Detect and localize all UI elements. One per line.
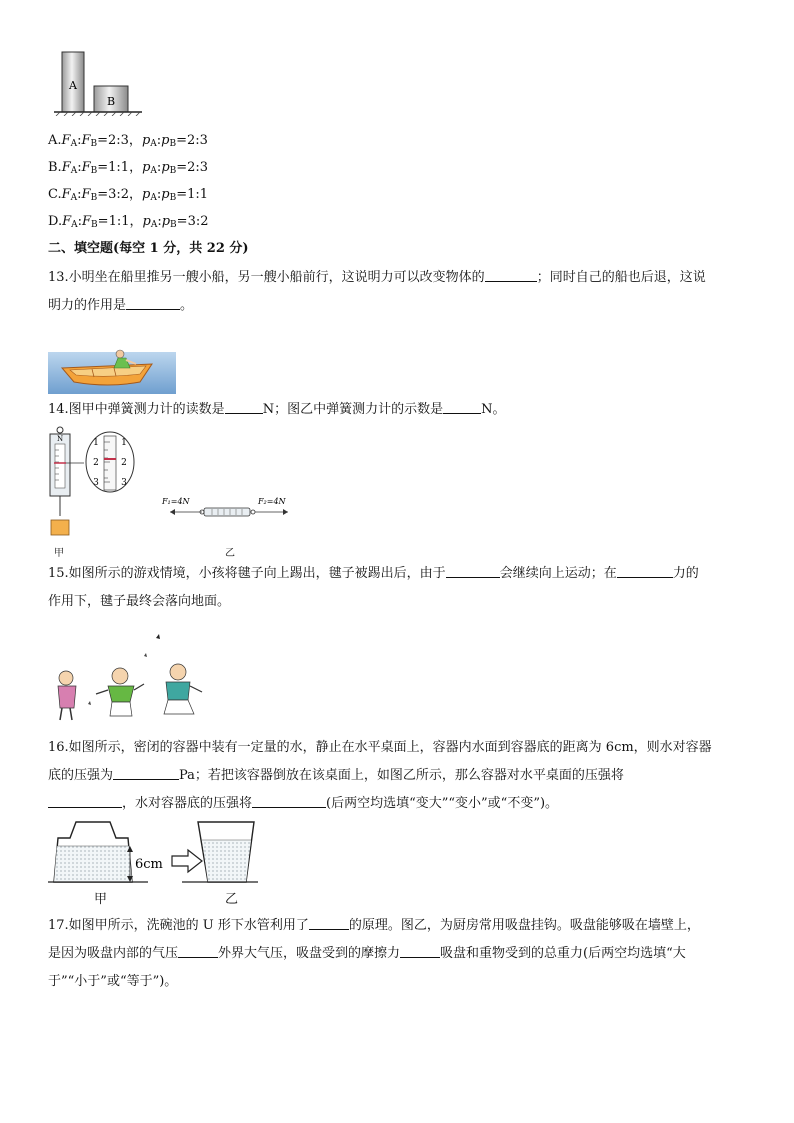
boats-figure [48,344,176,394]
option-c: $C.F_A:F_B=3:2$，$p_A:p_B=1:1$ [48,187,209,203]
boy-head [116,350,124,358]
weight-block [51,520,69,535]
q16-blank-3 [252,795,326,808]
q16-caption-yi: 乙 [225,892,239,907]
q16-blank-1 [113,767,179,780]
q17-line1: 17.如图甲所示，洗碗池的 U 形下水管利用了 的原理。图乙，为厨房常用吸盘挂钩。吸盘能够吸在墙壁上， [48,918,700,933]
tick-left-1: 1 [93,438,99,448]
q16-line2: 底的压强为 Pa；若把该容器倒放在该桌面上，如图乙所示，那么容器对水平桌面的压强将 [48,768,624,783]
shuttlecock [156,634,160,639]
scale-yi-body [204,508,250,516]
q13-line1: 13.小明坐在船里推另一艘小船，另一艘小船前行，这说明力可以改变物体的 ；同时自己的船也后退，这说 [48,270,706,285]
block-b-label: B [106,95,116,108]
option-a: $A.F_A:F_B=2:3$，$p_A:p_B=2:3$ [48,133,208,149]
q13-blank-2 [126,297,180,310]
q15-line2: 作用下，毽子最终会落向地面。 [48,594,231,609]
q16-line1: 16.如图所示，密闭的容器中装有一定量的水，静止在水平桌面上，容器内水面到容器底的距离为 6cm，则水对容器 [48,740,712,755]
spring-scale-figure [44,424,314,556]
f1-label: F₁=4N [162,497,190,506]
q17-line2: 是因为吸盘内部的气压 外界大气压，吸盘受到的摩擦力 吸盘和重物受到的总重力(后两空均选填“大 [48,946,686,961]
depth-label: 6cm [135,857,163,872]
q17-blank-2 [178,945,218,958]
q16-caption-jia: 甲 [94,892,108,907]
tick-left-3: 3 [93,478,99,488]
tick-right-2: 2 [121,458,127,468]
q14-caption-yi: 乙 [225,548,235,559]
option-b: $B.F_A:F_B=1:1$，$p_A:p_B=2:3$ [48,160,209,176]
tick-right-3: 3 [121,478,127,488]
section-heading: 二、填空题(每空 1 分，共 22 分) [48,241,249,256]
container-figure [48,818,258,886]
q14-blank-2 [443,401,481,414]
q14-caption-jia: 甲 [54,548,64,559]
q15-line1: 15.如图所示的游戏情境，小孩将毽子向上踢出，毽子被踢出后，由于 会继续向上运动；在 力的 [48,566,699,581]
q17-blank-3 [400,945,440,958]
q16-blank-2 [48,795,122,808]
q14-blank-1 [225,401,263,414]
option-d: $D.F_A:F_B=1:1$，$p_A:p_B=3:2$ [48,214,209,230]
q17-blank-1 [309,917,349,930]
blocks-ab-figure [46,46,146,116]
q16-line3: ，水对容器底的压强将 (后两空均选填“变大”“变小”或“不变”)。 [48,794,558,814]
q17-line3: 于”“小于”或“等于”)。 [48,974,178,989]
shuttlecock-figure [48,632,210,728]
n-label: N [56,435,64,443]
tick-right-1: 1 [121,438,127,448]
q13-line2: 明力的作用是 。 [48,298,194,313]
tick-left-2: 2 [93,458,99,468]
q14-text: 14.图甲中弹簧测力计的读数是 N；图乙中弹簧测力计的示数是 N。 [48,402,506,417]
flip-arrow [172,850,202,872]
q15-blank-1 [446,565,500,578]
q15-blank-2 [617,565,673,578]
f2-label: F₂=4N [258,497,286,506]
block-a-label: A [69,79,77,92]
q13-blank-1 [485,269,537,282]
